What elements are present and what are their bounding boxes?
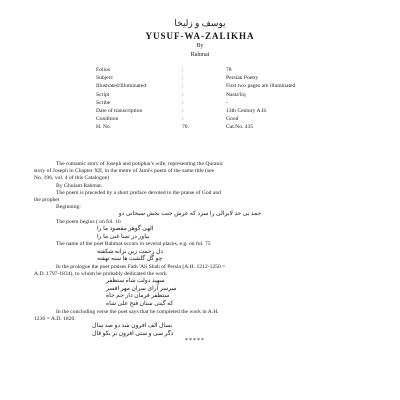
meta-label: Subject <box>96 75 113 82</box>
end-marks: ***** <box>185 338 205 345</box>
meta-label: Condition <box>96 116 119 123</box>
meta-label: Illustrated/Illuminated <box>96 83 147 90</box>
meta-value: Nasta'liq <box>226 91 246 98</box>
document-title: YUSUF-WA-ZALIKHA <box>145 31 255 41</box>
meta-colon: 70. <box>182 124 189 131</box>
paragraph-line: The poem is preceded by a short preface devoted to the praise of God and <box>56 189 221 196</box>
meta-value: Persian Poetry <box>226 75 259 82</box>
meta-label: Script <box>96 91 110 98</box>
author-name: Rahmat <box>190 52 210 58</box>
meta-row-date <box>96 107 356 115</box>
meta-label: H. No. <box>96 124 112 131</box>
persian-title: یوسف و زلیخا <box>174 18 226 28</box>
persian-verse: دگر سی و ستی افرون بر بکو قال <box>92 330 174 337</box>
meta-row-condition <box>96 115 356 123</box>
signature-line: By Ghulam Rahmat. <box>56 182 103 189</box>
persian-verse: که گیتی ستان فتح علی شاه <box>106 300 174 307</box>
paragraph-line: A.D. 1797-1834), to whom he probably dedicated the work <box>34 271 167 277</box>
persian-verse: ستطفر فرمان دار جم جاه <box>106 293 170 300</box>
meta-label: Scribe <box>96 99 111 106</box>
persian-verse: حمد بی حد لایزالی را سزد که عرش جنت بخش سبحانی دو <box>118 211 262 218</box>
persian-verse: بسال الف افرون شد دو صد سال <box>92 322 173 329</box>
meta-row-h-no <box>96 123 356 131</box>
meta-value: 13th Century A.H. <box>226 107 268 114</box>
persian-verse: الهی گوهر مقصود ما را <box>97 226 154 233</box>
meta-colon: : <box>182 91 184 98</box>
metadata-table <box>96 66 356 132</box>
paragraph-line: No. 196, vol. 4 of this Catalogue) <box>34 175 110 182</box>
meta-value: 78 <box>226 67 232 73</box>
persian-verse: بیاور در تمنا غنی ما را <box>97 233 150 240</box>
by-line: By <box>196 43 204 49</box>
paragraph-line: The name of the poet Rahmat occurs in several places, e.g. on fol. 75 <box>56 241 211 248</box>
meta-label: Folios <box>96 67 110 73</box>
persian-verse: سهید دولت شاه ستظفر <box>106 278 165 285</box>
paragraph-line: 1236 = A.D. 1820. <box>34 315 76 322</box>
document-body <box>34 161 366 345</box>
meta-h-no-value: 70 <box>182 124 188 131</box>
paragraph-line: In the prologue the poet praises Fath 'Ali Shah of Persia (A.H. 1212-1250 = <box>56 263 226 270</box>
persian-verse: چو گل گلشت ها سته تهفته <box>97 256 163 263</box>
meta-colon: : <box>182 116 184 123</box>
meta-colon: : <box>182 107 184 114</box>
persian-verse: دل رحمت زین نزانه شکفته <box>97 248 164 255</box>
persian-verse: سرسر آرای سران مهر افسر <box>106 285 177 292</box>
meta-row-script <box>96 91 356 99</box>
meta-row-subject <box>96 74 356 82</box>
paragraph-line: story of Joseph in Chapter XII, in the metre of Jami's poem of the same title (see <box>34 168 215 175</box>
paragraph-line: The romantic story of Joseph and potiphar's wife, representing the Quranic <box>56 161 224 167</box>
meta-row-illustrated <box>96 82 356 90</box>
paragraph-line: In the concluding verse the poet says that he completed the work in A.H. <box>56 308 219 315</box>
meta-value: Cat.No. 435 <box>226 124 254 131</box>
meta-row-folios <box>96 66 356 74</box>
paragraph-line: The poem begins ( on fol. 1b <box>56 219 121 226</box>
meta-colon: : <box>182 75 184 82</box>
meta-colon: : <box>182 99 184 106</box>
paragraph-line: the prophet <box>34 197 60 204</box>
meta-value: First two pages are illuminated <box>226 83 296 90</box>
meta-value: - <box>226 99 228 106</box>
meta-row-scribe <box>96 99 356 107</box>
meta-label: Date of transcription <box>96 107 143 114</box>
meta-colon: : <box>182 67 184 73</box>
meta-value: Good <box>226 116 239 123</box>
meta-colon: : <box>182 83 184 90</box>
beginning-label: Beginning: <box>56 204 81 211</box>
